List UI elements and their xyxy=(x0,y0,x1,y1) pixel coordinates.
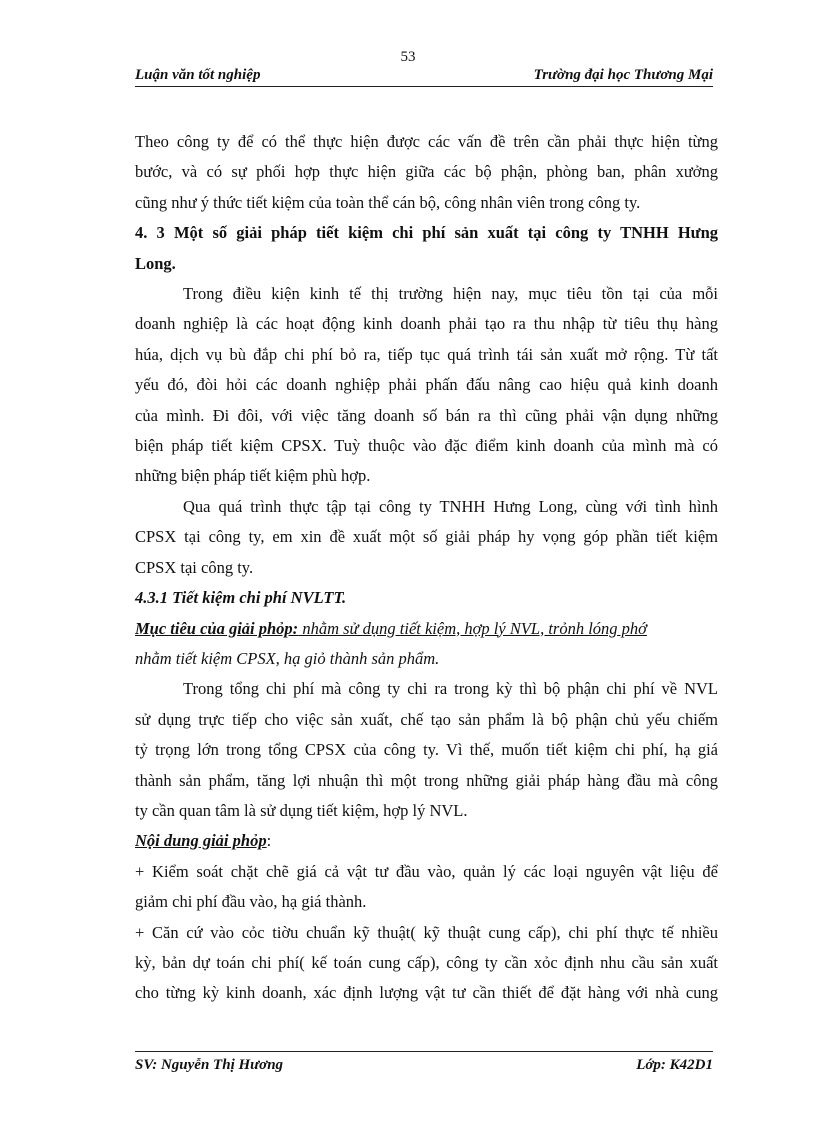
content-heading xyxy=(135,826,718,856)
goal-label: Mục tiêu của giải phỏp: xyxy=(135,618,299,638)
paragraph-line: CPSX tại công ty, em xin đề xuất một số giải pháp hy vọng góp phần tiết kiệm xyxy=(135,527,718,547)
bullet-line: giảm chi phí đầu vào, hạ giá thành. xyxy=(135,892,367,912)
document-body xyxy=(135,127,718,1009)
paragraph-line: ty cần quan tâm là sử dụng tiết kiệm, hợp lý NVL. xyxy=(135,800,468,820)
bullet-line: kỳ, bản dự toán chi phí( kế toán cung cấp), công ty cần xỏc định nhu cầu sản xuất xyxy=(135,952,718,972)
footer-student: SV: Nguyễn Thị Hương xyxy=(135,1057,284,1073)
paragraph-line: yếu đó, đòi hỏi các doanh nghiệp phải phấn đấu nâng cao hiệu quả kinh doanh xyxy=(135,375,718,395)
paragraph-line: của mình. Đi đôi, với việc tăng doanh số bán ra thì cũng phải vận dụng những xyxy=(135,405,718,425)
section-heading-4-3-cont: Long. xyxy=(135,253,176,273)
paragraph-line: cũng như ý thức tiết kiệm của toàn thể cán bộ, công nhân viên trong công ty. xyxy=(135,192,641,212)
page-number: 53 xyxy=(400,49,416,65)
paragraph-line: những biện pháp tiết kiệm phù hợp. xyxy=(135,466,371,486)
header-university: Trường đại học Thương Mại xyxy=(533,67,713,83)
page-footer xyxy=(135,1051,713,1074)
paragraph-line: thành sản phẩm, tăng lợi nhuận thì một trong những giải pháp hàng đầu mà công xyxy=(135,770,718,790)
bullet-line: + Kiểm soát chặt chẽ giá cả vật tư đầu vào, quản lý các loại nguyên vật liệu để xyxy=(135,861,718,881)
footer-class: Lớp: K42D1 xyxy=(636,1057,713,1073)
goal-line-2: nhằm tiết kiệm CPSX, hạ giỏ thành sản phẩm. xyxy=(135,648,440,668)
paragraph-line: bước, và có sự phối hợp thực hiện giữa các bộ phận, phòng ban, phân xưởng xyxy=(135,162,718,182)
goal-line xyxy=(135,614,718,644)
page-header xyxy=(135,66,713,87)
paragraph-line: húa, dịch vụ bù đắp chi phí bỏ ra, tiếp tục quá trình tái sản xuất mở rộng. Từ tất xyxy=(135,344,718,364)
header-thesis-title: Luận văn tốt nghiệp xyxy=(135,67,261,83)
content-label: Nội dung giải phỏp xyxy=(135,831,267,851)
paragraph-line: Trong tổng chi phí mà công ty chi ra trong kỳ thì bộ phận chi phí về NVL xyxy=(183,679,718,699)
paragraph-line: Theo công ty để có thể thực hiện được các vấn đề trên cần phải thực hiện từng xyxy=(135,132,718,151)
content-colon: : xyxy=(266,831,272,851)
paragraph-line: Qua quá trình thực tập tại công ty TNHH Hưng Long, cùng với tình hình xyxy=(183,496,718,516)
paragraph-line: tỷ trọng lớn trong tổng CPSX của công ty. Vì thế, muốn tiết kiệm chi phí, hạ giá xyxy=(135,740,718,760)
subsection-heading-4-3-1: 4.3.1 Tiết kiệm chi phí NVLTT. xyxy=(135,588,347,608)
paragraph-line: doanh nghiệp là các hoạt động kinh doanh phải tạo ra thu nhập từ tiêu thụ hàng xyxy=(135,314,718,334)
goal-text: nhằm sử dụng tiết kiệm, hợp lý NVL, trỏnh lóng phớ xyxy=(298,618,647,638)
paragraph-line: biện pháp tiết kiệm CPSX. Tuỳ thuộc vào đặc điểm kinh doanh của mình mà có xyxy=(135,436,718,456)
paragraph-line: CPSX tại công ty. xyxy=(135,557,254,577)
bullet-line: cho từng kỳ kinh doanh, xác định lượng vật tư cần thiết để đặt hàng với nhà cung xyxy=(135,983,718,1003)
bullet-line: + Căn cứ vào cỏc tiờu chuẩn kỹ thuật( kỹ thuật cung cấp), chi phí thực tế nhiều xyxy=(135,922,718,942)
section-heading-4-3: 4. 3 Một số giải pháp tiết kiệm chi phí sản xuất tại công ty TNHH Hưng xyxy=(135,223,718,243)
paragraph-line: Trong điều kiện kinh tế thị trường hiện nay, mục tiêu tồn tại của mỗi xyxy=(183,284,718,304)
paragraph-line: sử dụng trực tiếp cho việc sản xuất, chế tạo sản phẩm là bộ phận chủ yếu chiếm xyxy=(135,709,718,729)
